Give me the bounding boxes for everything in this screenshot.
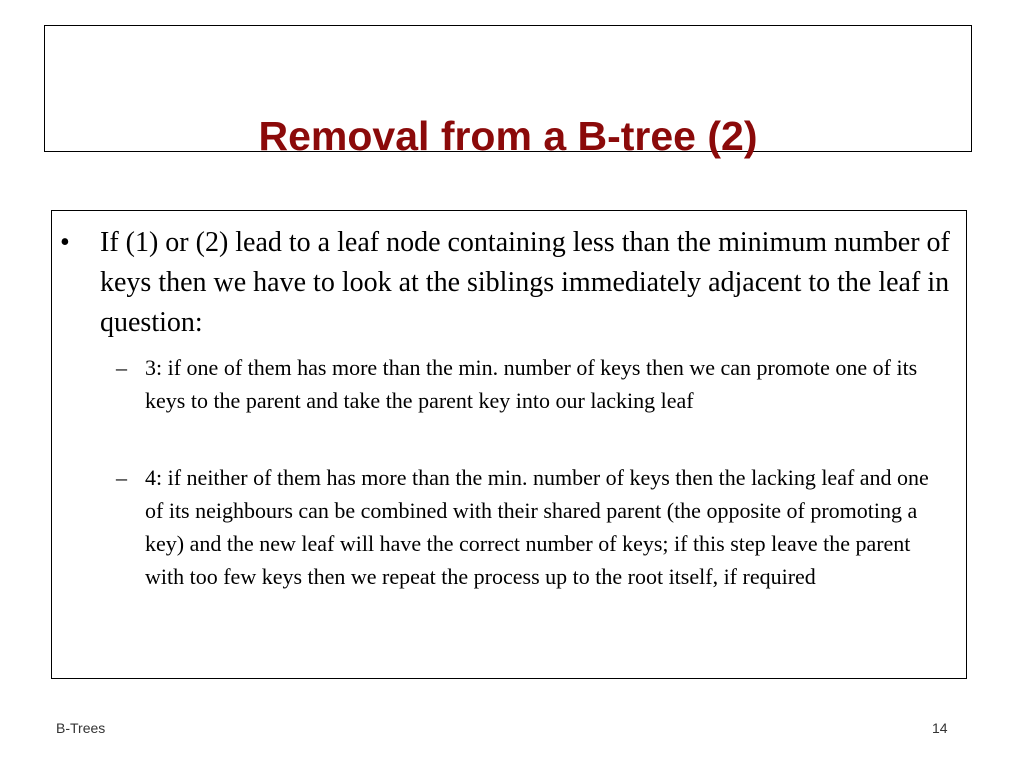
page-number: 14 (932, 720, 948, 736)
sub-point-text: 3: if one of them has more than the min. number of keys then we can promote one of its keys to the parent and take the parent key into our lacking leaf (145, 355, 918, 413)
bullet-marker: • (60, 227, 70, 258)
sub-point-4 (116, 461, 946, 593)
dash-marker: – (116, 355, 127, 380)
main-point-text: If (1) or (2) lead to a leaf node containing less than the minimum number of keys then we have to look at the siblings immediately adjacent to the leaf in question: (100, 227, 950, 338)
dash-marker: – (116, 465, 127, 490)
content-box (51, 210, 967, 679)
sub-point-3 (116, 351, 946, 417)
sub-point-text: 4: if neither of them has more than the min. number of keys then the lacking leaf and one of its neighbours can be combined with their shared parent (the opposite of promoting a key) and the new leaf will have the correct number of keys; if this step leave the parent with too few keys then we repeat the process up to the root itself, if required (145, 465, 929, 589)
main-bullet-point (60, 223, 955, 343)
title-box (44, 25, 972, 159)
slide-title: Removal from a B-tree (2) (258, 113, 758, 159)
footer-label: B-Trees (56, 720, 106, 736)
